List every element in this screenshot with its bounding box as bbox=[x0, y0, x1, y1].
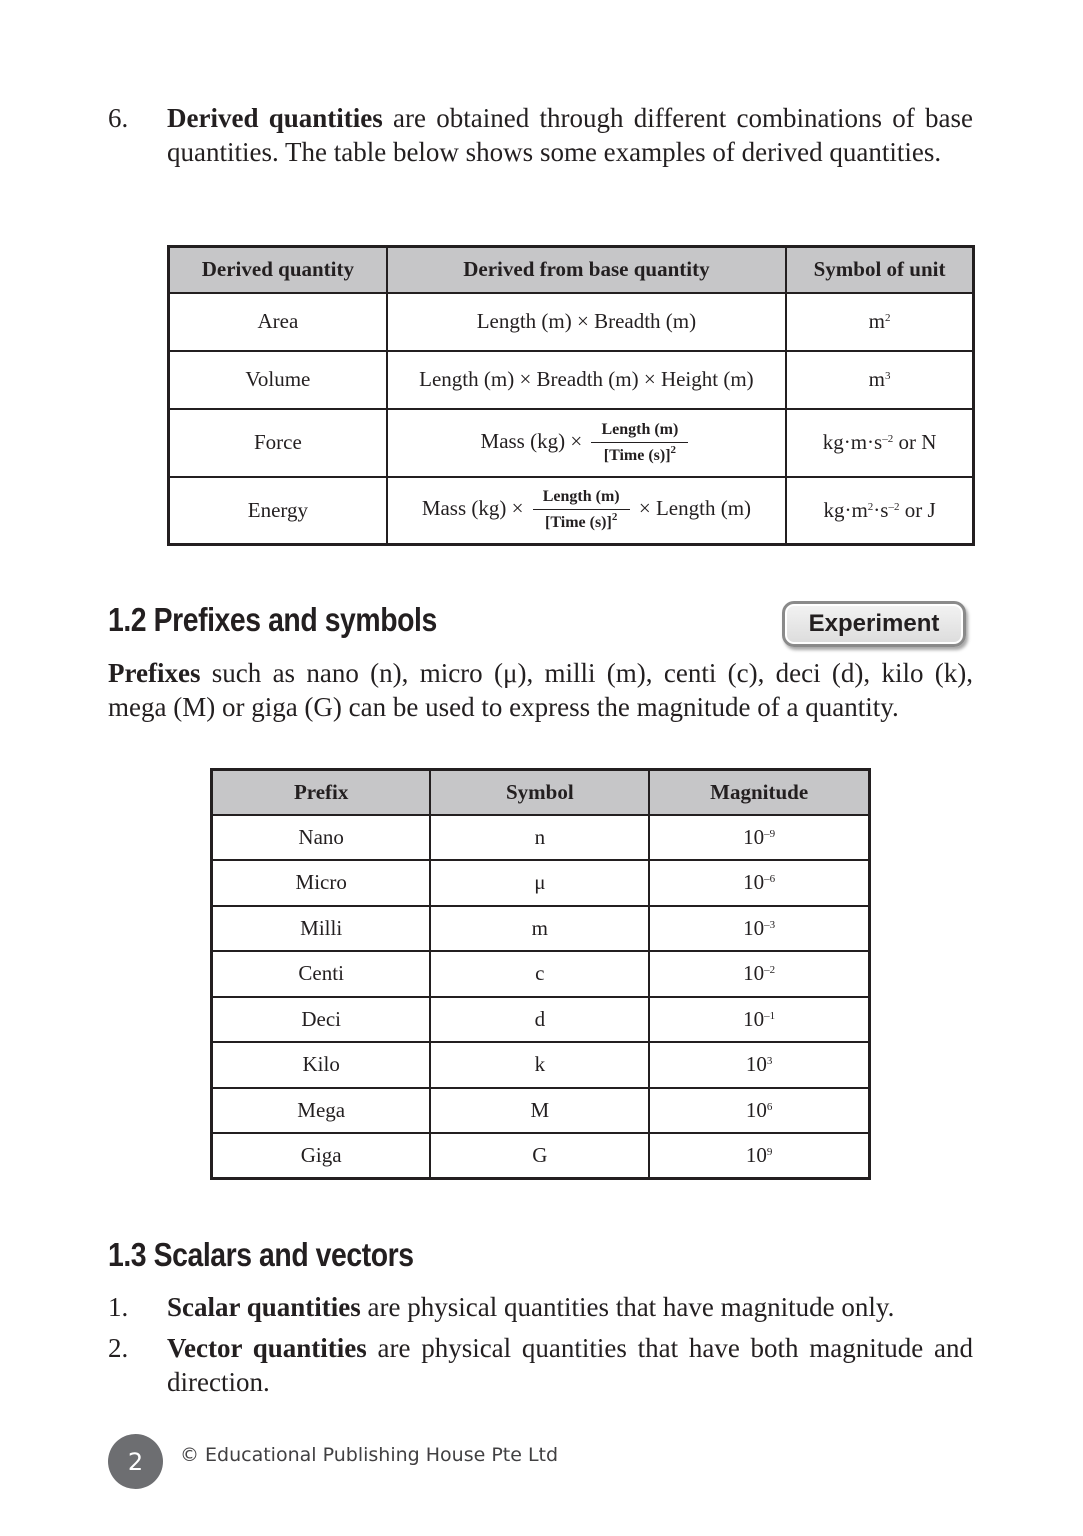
unit-cell bbox=[786, 409, 973, 477]
magnitude-exponent: –1 bbox=[764, 1009, 776, 1022]
prefix-cell: Mega bbox=[212, 1088, 431, 1134]
vector-definition bbox=[167, 1331, 973, 1399]
column-header: Derived quantity bbox=[169, 247, 387, 293]
unit-exponent: –2 bbox=[888, 500, 900, 513]
table-row bbox=[212, 1133, 870, 1179]
denominator-text: [Time (s)] bbox=[545, 514, 612, 532]
table-header-row bbox=[169, 247, 974, 293]
column-header: Magnitude bbox=[649, 770, 869, 815]
term-scalar-quantities: Scalar quantities bbox=[167, 1292, 361, 1322]
magnitude-exponent: –3 bbox=[764, 918, 776, 931]
symbol-cell: c bbox=[430, 951, 649, 997]
table-row bbox=[169, 409, 974, 477]
unit-exponent: –2 bbox=[882, 433, 894, 445]
prefix-cell: Kilo bbox=[212, 1042, 431, 1088]
table-row bbox=[212, 1042, 870, 1088]
table-row bbox=[212, 815, 870, 861]
magnitude-exponent: –6 bbox=[764, 873, 776, 886]
column-header: Symbol of unit bbox=[786, 247, 973, 293]
denominator-text: [Time (s)] bbox=[603, 446, 671, 464]
prefixes-text: such as nano (n), micro (μ), milli (m), centi (c), deci (d), kilo (k), mega (M) or giga (G) can be used to express the magnitude of a quantity. bbox=[108, 658, 973, 722]
fraction-numerator: Length (m) bbox=[533, 488, 630, 510]
column-header: Prefix bbox=[212, 770, 431, 815]
prefix-table bbox=[210, 768, 871, 1180]
magnitude-base: 10 bbox=[743, 1006, 765, 1031]
derived-quantities-table bbox=[167, 245, 975, 546]
magnitude-cell bbox=[649, 951, 869, 997]
section-heading-scalars-vectors: 1.3 Scalars and vectors bbox=[108, 1236, 414, 1273]
prefixes-paragraph bbox=[108, 656, 973, 724]
intro-paragraph bbox=[167, 101, 973, 169]
magnitude-exponent: 9 bbox=[766, 1146, 773, 1158]
fraction bbox=[591, 421, 688, 465]
symbol-cell: d bbox=[430, 997, 649, 1043]
prefix-cell: Nano bbox=[212, 815, 431, 861]
term-prefixes: Prefixes bbox=[108, 658, 201, 688]
magnitude-base: 10 bbox=[745, 1143, 767, 1167]
unit-base: m bbox=[868, 367, 885, 391]
unit-cell bbox=[786, 477, 973, 545]
table-row bbox=[169, 293, 974, 351]
prefix-cell: Deci bbox=[212, 997, 431, 1043]
scalar-definition bbox=[167, 1290, 973, 1324]
table-row bbox=[212, 906, 870, 952]
unit-exponent: 3 bbox=[884, 370, 891, 382]
denominator-exponent: 2 bbox=[670, 443, 677, 456]
magnitude-base: 10 bbox=[745, 1097, 767, 1122]
unit-exponent: 2 bbox=[884, 312, 891, 324]
table-row bbox=[169, 477, 974, 545]
experiment-button[interactable] bbox=[782, 601, 966, 647]
magnitude-cell bbox=[649, 906, 869, 952]
section-heading-prefixes: 1.2 Prefixes and symbols bbox=[108, 601, 437, 638]
formula-cell bbox=[387, 409, 786, 477]
experiment-button-label: Experiment bbox=[808, 610, 940, 637]
prefix-cell: Giga bbox=[212, 1133, 431, 1179]
magnitude-cell bbox=[649, 1088, 869, 1134]
list-number: 2. bbox=[108, 1333, 129, 1363]
quantity-cell: Force bbox=[169, 409, 387, 477]
unit-part: ·s bbox=[873, 497, 889, 522]
table-row bbox=[169, 351, 974, 409]
column-header: Symbol bbox=[430, 770, 649, 815]
unit-suffix: or J bbox=[899, 497, 936, 522]
symbol-cell: μ bbox=[430, 860, 649, 906]
unit-cell bbox=[786, 293, 973, 351]
column-header: Derived from base quantity bbox=[387, 247, 786, 293]
prefix-cell: Centi bbox=[212, 951, 431, 997]
denominator-exponent: 2 bbox=[611, 511, 618, 524]
scalar-text: are physical quantities that have magnitude only. bbox=[360, 1292, 895, 1322]
symbol-cell: n bbox=[430, 815, 649, 861]
fraction-denominator bbox=[533, 510, 630, 532]
formula-prefix: Mass (kg) × bbox=[480, 428, 583, 453]
magnitude-base: 10 bbox=[743, 961, 765, 986]
magnitude-cell bbox=[649, 860, 869, 906]
table-header-row bbox=[212, 770, 870, 815]
magnitude-cell bbox=[649, 1042, 869, 1088]
fraction-numerator: Length (m) bbox=[591, 421, 688, 443]
page-number: 2 bbox=[127, 1447, 144, 1476]
magnitude-base: 10 bbox=[743, 870, 765, 895]
list-number: 1. bbox=[108, 1292, 129, 1322]
list-number: 6. bbox=[108, 103, 129, 133]
vector-text: are physical quantities that have both magnitude and direction. bbox=[167, 1333, 973, 1397]
magnitude-exponent: 3 bbox=[766, 1055, 773, 1068]
formula-cell bbox=[387, 477, 786, 545]
table-row bbox=[212, 1088, 870, 1134]
magnitude-cell bbox=[649, 815, 869, 861]
prefix-cell: Milli bbox=[212, 906, 431, 952]
copyright-footer: © Educational Publishing House Pte Ltd bbox=[180, 1444, 559, 1466]
formula-prefix: Mass (kg) × bbox=[421, 496, 524, 521]
symbol-cell: m bbox=[430, 906, 649, 952]
unit-base: kg·m·s bbox=[822, 430, 883, 454]
formula-cell: Length (m) × Breadth (m) × Height (m) bbox=[387, 351, 786, 409]
unit-base: m bbox=[868, 309, 885, 333]
unit-cell bbox=[786, 351, 973, 409]
unit-exponent: 2 bbox=[867, 500, 874, 513]
magnitude-exponent: 6 bbox=[766, 1100, 773, 1113]
table-row bbox=[212, 997, 870, 1043]
prefix-cell: Micro bbox=[212, 860, 431, 906]
magnitude-base: 10 bbox=[743, 915, 765, 940]
table-row bbox=[212, 860, 870, 906]
magnitude-exponent: –2 bbox=[764, 964, 776, 977]
quantity-cell: Area bbox=[169, 293, 387, 351]
symbol-cell: k bbox=[430, 1042, 649, 1088]
magnitude-base: 10 bbox=[745, 1052, 767, 1077]
symbol-cell: G bbox=[430, 1133, 649, 1179]
page-number-badge bbox=[108, 1434, 163, 1489]
formula-suffix: × Length (m) bbox=[638, 496, 752, 521]
unit-suffix: or N bbox=[893, 430, 937, 454]
magnitude-cell bbox=[649, 1133, 869, 1179]
unit-part: kg·m bbox=[823, 497, 868, 522]
fraction bbox=[533, 488, 630, 532]
magnitude-cell bbox=[649, 997, 869, 1043]
symbol-cell: M bbox=[430, 1088, 649, 1134]
table-row bbox=[212, 951, 870, 997]
fraction-denominator bbox=[591, 443, 688, 465]
magnitude-base: 10 bbox=[743, 824, 765, 849]
term-derived-quantities: Derived quantities bbox=[167, 103, 383, 133]
term-vector-quantities: Vector quantities bbox=[167, 1333, 367, 1363]
quantity-cell: Energy bbox=[169, 477, 387, 545]
formula-cell: Length (m) × Breadth (m) bbox=[387, 293, 786, 351]
quantity-cell: Volume bbox=[169, 351, 387, 409]
magnitude-exponent: –9 bbox=[764, 827, 776, 840]
intro-text: are obtained through different combinations of base quantities. The table below shows some examples of derived quantities. bbox=[167, 103, 973, 167]
